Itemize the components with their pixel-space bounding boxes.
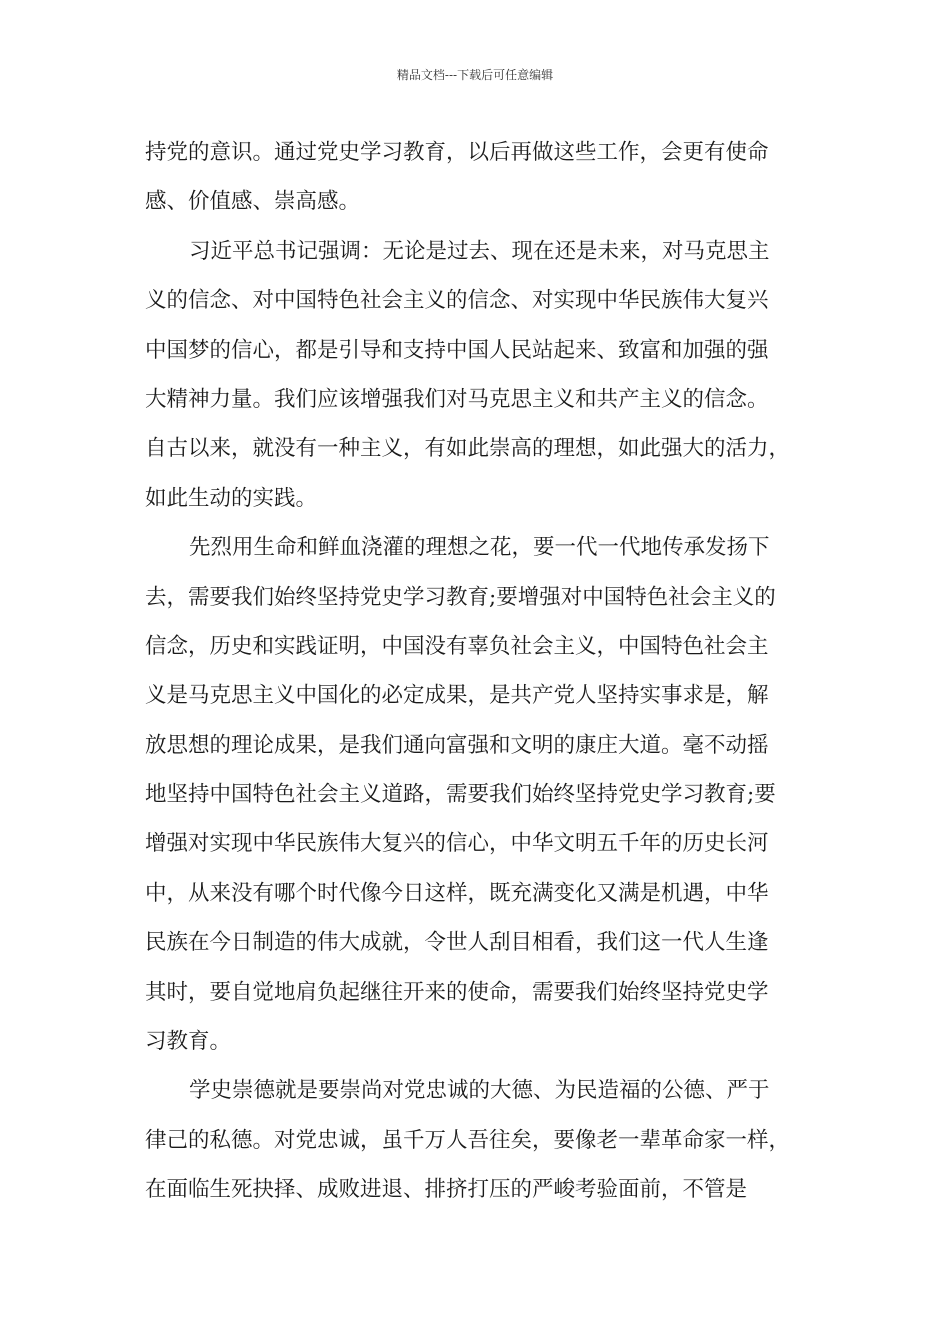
text-line: 习教育。: [145, 1029, 232, 1055]
text-line: 义是马克思主义中国化的必定成果，是共产党人坚持实事求是，解: [145, 683, 769, 709]
text-line: 先烈用生命和鲜血浇灌的理想之花，要一代一代地传承发扬下: [189, 535, 770, 561]
text-line: 习近平总书记强调：无论是过去、现在还是未来，对马克思主: [189, 238, 770, 264]
text-line: 中，从来没有哪个时代像今日这样，既充满变化又满是机遇，中华: [145, 880, 769, 906]
document-body: [145, 128, 817, 1215]
text-line: 地坚持中国特色社会主义道路，需要我们始终坚持党史学习教育;要: [145, 782, 776, 808]
text-line: 义的信念、对中国特色社会主义的信念、对实现中华民族伟大复兴: [145, 288, 769, 314]
text-line: 持党的意识。通过党史学习教育，以后再做这些工作，会更有使命: [145, 140, 769, 165]
text-line: 中国梦的信心，都是引导和支持中国人民站起来、致富和加强的强: [145, 337, 769, 363]
text-line: 大精神力量。我们应该增强我们对马克思主义和共产主义的信念。: [145, 386, 769, 412]
text-line: 学史崇德就是要崇尚对党忠诚的大德、为民造福的公德、严于: [189, 1078, 770, 1104]
text-line: 自古以来，就没有一种主义，有如此崇高的理想，如此强大的活力，: [145, 436, 791, 462]
page-header: 精品文档---下载后可任意编辑: [396, 68, 554, 82]
text-line: 感、价值感、崇高感。: [145, 189, 361, 215]
text-line: 在面临生死抉择、成败进退、排挤打压的严峻考验面前，不管是: [145, 1177, 748, 1203]
text-line: 放思想的理论成果，是我们通向富强和文明的康庄大道。毫不动摇: [145, 732, 769, 758]
text-line: 律己的私德。对党忠诚，虽千万人吾往矣，要像老一辈革命家一样，: [145, 1127, 791, 1153]
text-line: 如此生动的实践。: [145, 485, 318, 511]
text-line: 增强对实现中华民族伟大复兴的信心，中华文明五千年的历史长河: [145, 831, 769, 857]
text-line: 去，需要我们始终坚持党史学习教育;要增强对中国特色社会主义的: [145, 584, 776, 610]
text-line: 其时，要自觉地肩负起继往开来的使命，需要我们始终坚持党史学: [145, 979, 769, 1005]
text-line: 信念，历史和实践证明，中国没有辜负社会主义，中国特色社会主: [145, 633, 769, 659]
text-line: 民族在今日制造的伟大成就，令世人刮目相看，我们这一代人生逢: [145, 930, 769, 956]
